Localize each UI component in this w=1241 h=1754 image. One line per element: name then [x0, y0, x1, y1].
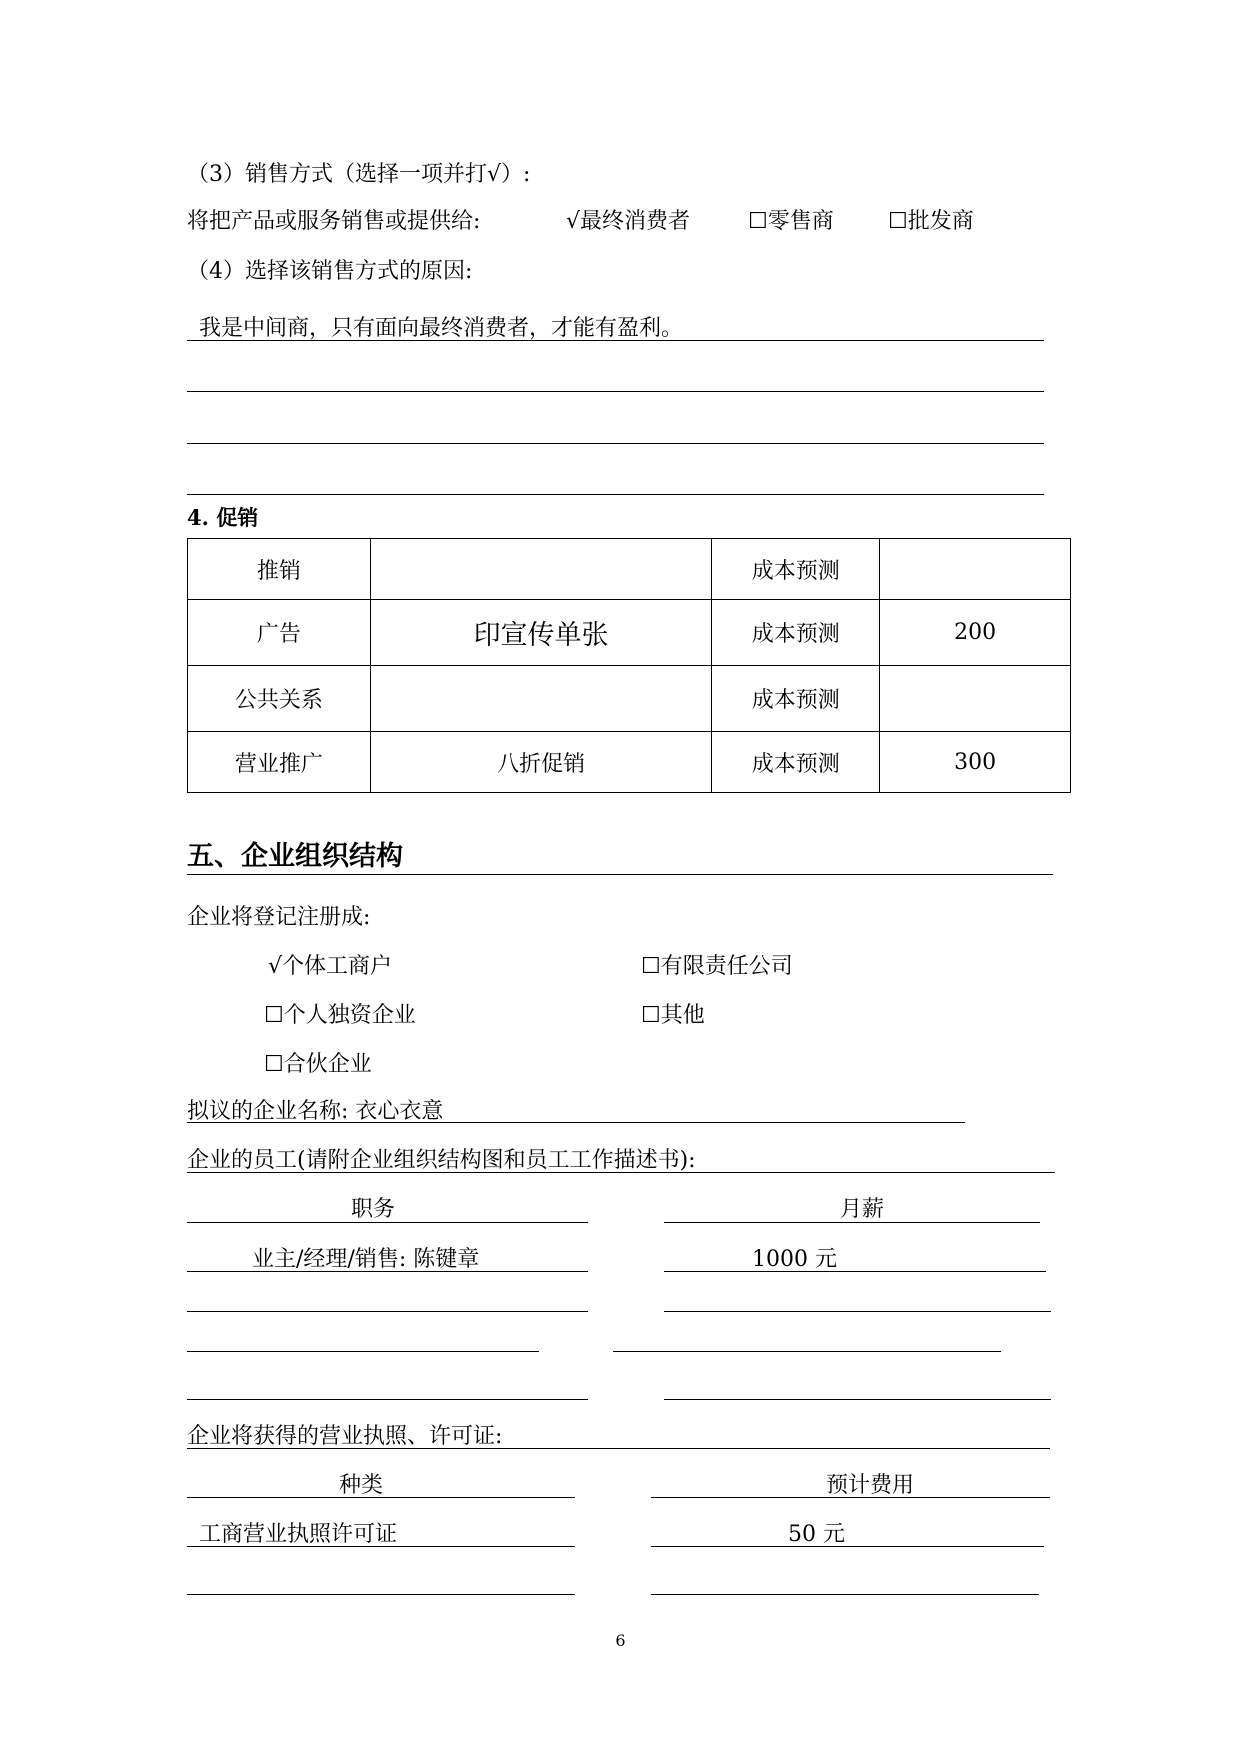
license-blank-line	[651, 1594, 1039, 1595]
kind-header-line	[187, 1497, 575, 1498]
promo-content: 八折促销	[370, 732, 712, 793]
license-fee-value: 50 元	[788, 1522, 845, 1547]
cost-label: 成本预测	[712, 600, 880, 666]
table-row	[188, 539, 1071, 600]
org-heading: 五、企业组织结构	[187, 841, 403, 872]
staff-label-underline	[187, 1172, 1055, 1173]
sales-method-heading: （3）销售方式（选择一项并打√）:	[187, 162, 531, 187]
company-name-field: 拟议的企业名称: 衣心衣意	[187, 1099, 444, 1124]
staff-label: 企业的员工(请附企业组织结构图和员工工作描述书):	[187, 1148, 696, 1173]
company-name-underline	[187, 1122, 965, 1123]
position-header-line	[187, 1222, 588, 1223]
reg-option-individual-business[interactable]: √个体工商户	[268, 954, 393, 979]
promo-type: 营业推广	[188, 732, 371, 793]
sales-reason-text: 我是中间商，只有面向最终消费者，才能有盈利。	[199, 316, 684, 341]
reg-option-limited-company[interactable]: ☐有限责任公司	[641, 954, 793, 979]
col-position-header: 职务	[351, 1197, 396, 1222]
staff-position-value: 业主/经理/销售: 陈键章	[252, 1247, 480, 1272]
col-salary-header: 月薪	[840, 1197, 885, 1222]
reg-option-partnership[interactable]: ☐合伙企业	[264, 1052, 372, 1077]
staff-blank-line	[664, 1399, 1051, 1400]
option-retailer[interactable]: ☐零售商	[748, 209, 834, 234]
promo-content	[370, 666, 712, 732]
staff-salary-value: 1000 元	[752, 1247, 837, 1272]
option-wholesaler[interactable]: ☐批发商	[888, 209, 974, 234]
table-row	[188, 732, 1071, 793]
heading-underline	[187, 874, 1053, 875]
staff-blank-line	[664, 1311, 1051, 1312]
fee-header-line	[651, 1497, 1050, 1498]
promo-type: 广告	[188, 600, 371, 666]
cost-value	[880, 539, 1071, 600]
cost-value: 200	[880, 600, 1071, 666]
table-row	[188, 600, 1071, 666]
register-label: 企业将登记注册成:	[187, 905, 371, 930]
license-kind-value: 工商营业执照许可证	[199, 1522, 398, 1547]
staff-blank-line	[187, 1399, 588, 1400]
page-number: 6	[615, 1631, 626, 1650]
cost-label: 成本预测	[712, 539, 880, 600]
reason-line-3	[187, 443, 1044, 444]
staff-blank-line	[187, 1351, 539, 1352]
promo-type: 推销	[188, 539, 371, 600]
table-row	[188, 666, 1071, 732]
provide-to-label: 将把产品或服务销售或提供给:	[187, 209, 481, 234]
license-fee-line	[651, 1546, 1044, 1547]
reason-line-2	[187, 391, 1044, 392]
salary-header-line	[664, 1222, 1040, 1223]
promo-type: 公共关系	[188, 666, 371, 732]
reason-line-1	[187, 340, 1044, 341]
cost-value: 300	[880, 732, 1071, 793]
reg-option-sole-proprietorship[interactable]: ☐个人独资企业	[264, 1003, 416, 1028]
staff-position-line	[187, 1271, 588, 1272]
staff-salary-line	[664, 1271, 1046, 1272]
license-label-underline	[187, 1448, 1050, 1449]
license-kind-line	[187, 1546, 575, 1547]
staff-blank-line	[613, 1351, 1001, 1352]
reg-option-other[interactable]: ☐其他	[641, 1003, 705, 1028]
sales-reason-heading: （4）选择该销售方式的原因:	[187, 259, 473, 284]
cost-value	[880, 666, 1071, 732]
col-fee-header: 预计费用	[826, 1473, 915, 1498]
reason-line-4	[187, 494, 1044, 495]
cost-label: 成本预测	[712, 732, 880, 793]
license-blank-line	[187, 1594, 575, 1595]
promo-content	[370, 539, 712, 600]
promotion-heading: 4. 促销	[187, 505, 259, 530]
cost-label: 成本预测	[712, 666, 880, 732]
promotion-table	[187, 538, 1071, 793]
option-final-consumer[interactable]: √最终消费者	[566, 209, 691, 234]
promo-content: 印宣传单张	[370, 600, 712, 666]
col-kind-header: 种类	[339, 1473, 384, 1498]
staff-blank-line	[187, 1311, 588, 1312]
license-label: 企业将获得的营业执照、许可证:	[187, 1424, 503, 1449]
